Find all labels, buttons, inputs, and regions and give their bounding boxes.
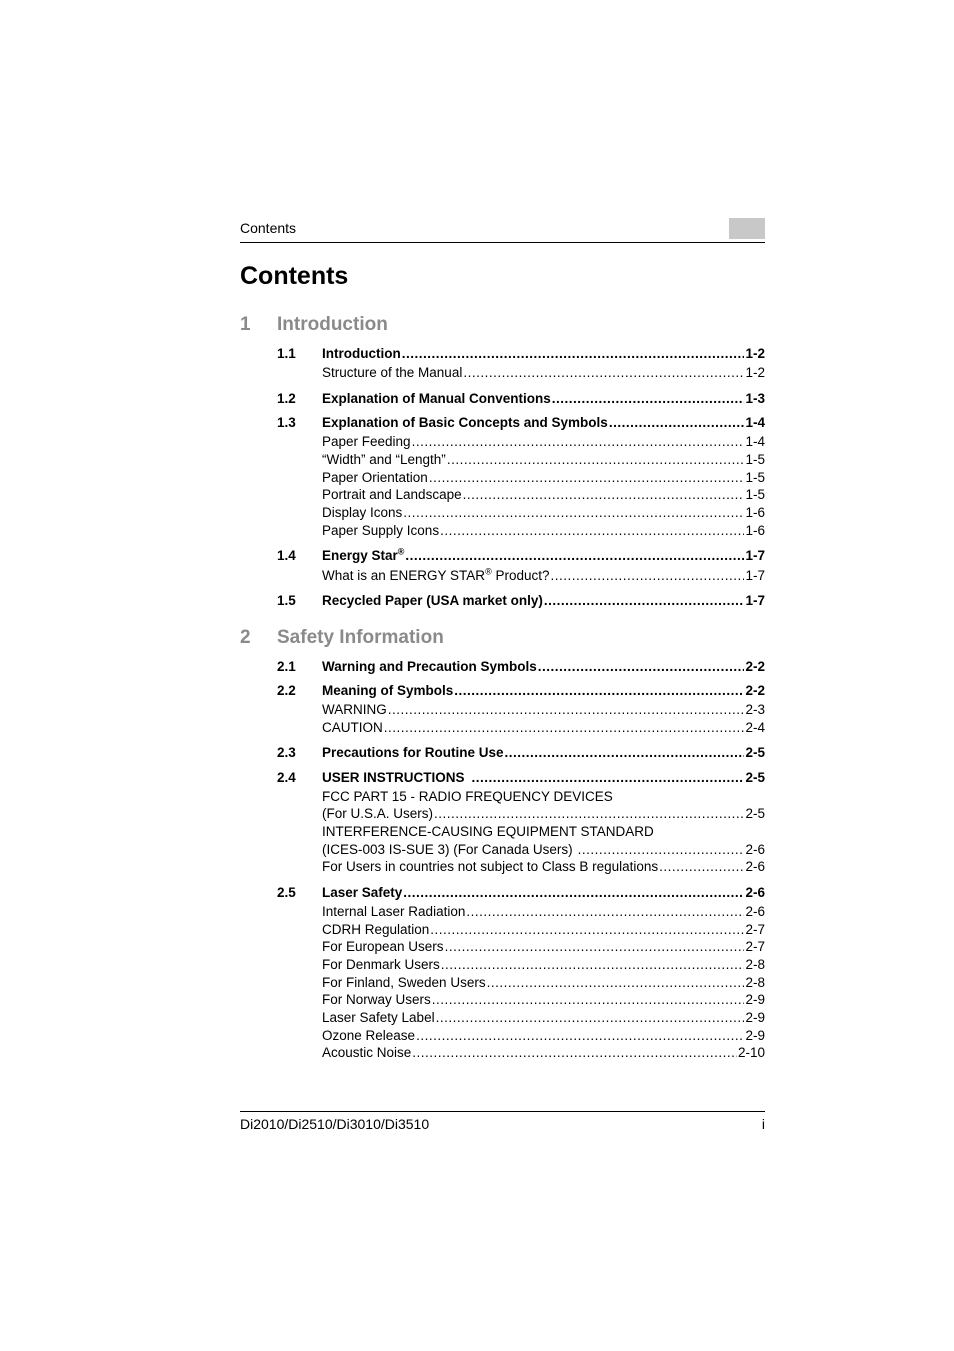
section-title: Warning and Precaution Symbols <box>322 659 537 674</box>
section-number: 1.2 <box>277 391 296 406</box>
section-title <box>322 547 404 565</box>
section-title: Recycled Paper (USA market only) <box>322 593 543 608</box>
page-ref: 1-2 <box>745 365 765 380</box>
section-number: 2.2 <box>277 683 296 698</box>
page-ref: 2-5 <box>745 770 765 785</box>
dot-leader <box>416 1027 744 1045</box>
page-ref: 1-7 <box>745 568 765 583</box>
entry-title: Paper Orientation <box>322 470 428 485</box>
dot-leader <box>440 522 744 540</box>
entry-title: CAUTION <box>322 720 383 735</box>
page-ref: 2-10 <box>737 1045 765 1060</box>
section-number: 2.5 <box>277 885 296 900</box>
section-title: Laser Safety <box>322 885 403 900</box>
entry-title: Internal Laser Radiation <box>322 904 466 919</box>
chapter-title: Safety Information <box>277 627 444 648</box>
dot-leader <box>463 486 745 504</box>
page-ref: 2-8 <box>745 957 765 972</box>
section-number: 1.5 <box>277 593 296 608</box>
toc-entry-european-users[interactable] <box>322 938 765 956</box>
page-ref: 2-6 <box>745 904 765 919</box>
toc-section-1-4[interactable] <box>277 546 765 565</box>
entry-title: Structure of the Manual <box>322 365 463 380</box>
toc-section-1-3[interactable] <box>277 414 765 432</box>
section-number: 2.3 <box>277 745 296 760</box>
section-title: Explanation of Manual Conventions <box>322 391 551 406</box>
entry-title: (For U.S.A. Users) <box>322 806 434 821</box>
toc-entry-fcc-part15-line1[interactable]: FCC PART 15 - RADIO FREQUENCY DEVICES <box>322 789 613 804</box>
dot-leader <box>405 547 744 565</box>
page-ref: 1-7 <box>745 548 765 563</box>
dot-leader <box>544 592 745 610</box>
page-ref: 1-6 <box>745 523 765 538</box>
entry-title: For Finland, Sweden Users <box>322 975 486 990</box>
entry-title: Paper Feeding <box>322 434 411 449</box>
section-number: 2.1 <box>277 659 296 674</box>
toc-entry-laser-safety-label[interactable] <box>322 1009 765 1027</box>
page-ref: 2-6 <box>745 859 765 874</box>
toc-section-2-1[interactable] <box>277 658 765 676</box>
page-title: Contents <box>240 262 349 290</box>
entry-title: Portrait and Landscape <box>322 487 462 502</box>
entry-title: For Denmark Users <box>322 957 440 972</box>
entry-title: Ozone Release <box>322 1028 416 1043</box>
dot-leader <box>466 903 744 921</box>
page-ref: 1-4 <box>745 415 765 430</box>
entry-title: (ICES-003 IS-SUE 3) (For Canada Users) <box>322 842 573 857</box>
toc-entry-width-and-length[interactable] <box>322 451 765 469</box>
entry-title: Laser Safety Label <box>322 1010 435 1025</box>
toc-entry-finland-sweden-users[interactable] <box>322 974 765 992</box>
registered-mark: ® <box>485 566 492 577</box>
dot-leader <box>505 744 745 762</box>
header-tab-marker <box>729 218 765 239</box>
toc-entry-structure-of-manual[interactable] <box>322 364 765 382</box>
toc-entry-paper-supply-icons[interactable] <box>322 522 765 540</box>
toc-section-1-2[interactable] <box>277 390 765 408</box>
chapter-title: Introduction <box>277 314 388 335</box>
dot-leader <box>432 991 745 1009</box>
page-ref: 2-8 <box>745 975 765 990</box>
entry-title: For Users in countries not subject to Class B regulations <box>322 859 659 874</box>
dot-leader <box>429 469 745 487</box>
entry-title-pre: What is an ENERGY STAR <box>322 568 486 583</box>
toc-entry-ices-line1[interactable]: INTERFERENCE-CAUSING EQUIPMENT STANDARD <box>322 824 654 839</box>
page-ref: 2-4 <box>745 720 765 735</box>
entry-title: For Norway Users <box>322 992 431 1007</box>
page-ref: 1-3 <box>745 391 765 406</box>
page-ref: 1-4 <box>745 434 765 449</box>
page-ref: 2-6 <box>745 885 765 900</box>
chapter-number: 1 <box>240 314 251 335</box>
footer-model-name: Di2010/Di2510/Di3010/Di3510 <box>240 1116 430 1132</box>
page-ref: 2-6 <box>745 842 765 857</box>
section-title: Explanation of Basic Concepts and Symbols <box>322 415 608 430</box>
entry-title-post: Product? <box>491 568 550 583</box>
toc-entry-cdrh-regulation[interactable] <box>322 921 765 939</box>
page-ref: 1-2 <box>745 346 765 361</box>
dot-leader <box>552 390 745 408</box>
toc-entry-paper-feeding[interactable] <box>322 433 765 451</box>
page-ref: 2-2 <box>745 683 765 698</box>
running-header <box>240 220 765 243</box>
toc-entry-fcc-part15-line2[interactable] <box>322 805 765 823</box>
toc-entry-caution[interactable] <box>322 719 765 737</box>
footer-page-number: i <box>761 1116 765 1132</box>
toc-entry-what-is-energy-star[interactable] <box>322 567 765 585</box>
entry-title: CDRH Regulation <box>322 922 430 937</box>
dot-leader <box>441 956 745 974</box>
toc-section-2-5[interactable] <box>277 884 765 902</box>
toc-section-1-1[interactable] <box>277 345 765 363</box>
toc-section-2-3[interactable] <box>277 744 765 762</box>
section-title: Meaning of Symbols <box>322 683 454 698</box>
page-ref: 2-5 <box>745 745 765 760</box>
dot-leader <box>412 1044 737 1062</box>
dot-leader <box>659 858 744 876</box>
toc-entry-acoustic-noise[interactable] <box>322 1044 765 1062</box>
page-ref: 2-9 <box>745 1010 765 1025</box>
entry-title: Paper Supply Icons <box>322 523 440 538</box>
toc-section-1-5[interactable] <box>277 592 765 610</box>
running-header-label: Contents <box>240 220 297 236</box>
registered-mark: ® <box>397 546 405 557</box>
page-ref: 2-7 <box>745 922 765 937</box>
entry-title: For European Users <box>322 939 444 954</box>
page-footer <box>240 1111 765 1132</box>
dot-leader <box>403 504 744 522</box>
dot-leader <box>463 364 744 382</box>
dot-leader <box>447 451 745 469</box>
dot-leader <box>578 841 745 859</box>
entry-title: WARNING <box>322 702 387 717</box>
page-ref: 1-6 <box>745 505 765 520</box>
section-number: 1.4 <box>277 548 296 563</box>
dot-leader <box>430 921 744 939</box>
entry-title: Display Icons <box>322 505 403 520</box>
dot-leader <box>388 701 745 719</box>
section-title: USER INSTRUCTIONS <box>322 770 465 785</box>
section-title: Introduction <box>322 346 401 361</box>
toc-entry-denmark-users[interactable] <box>322 956 765 974</box>
dot-leader <box>445 938 745 956</box>
toc-entry-ozone-release[interactable] <box>322 1027 765 1045</box>
toc-entry-paper-orientation[interactable] <box>322 469 765 487</box>
page-ref: 2-7 <box>745 939 765 954</box>
page-ref: 2-9 <box>745 1028 765 1043</box>
section-title-text: Energy Star <box>322 548 398 563</box>
page-ref: 1-7 <box>745 593 765 608</box>
dot-leader <box>434 805 744 823</box>
page-ref: 1-5 <box>745 452 765 467</box>
dot-leader <box>472 769 745 787</box>
dot-leader <box>551 567 745 585</box>
toc-entry-norway-users[interactable] <box>322 991 765 1009</box>
toc-section-2-4[interactable] <box>277 769 765 787</box>
section-number: 2.4 <box>277 770 296 785</box>
dot-leader <box>403 884 744 902</box>
toc-entry-internal-laser-radiation[interactable] <box>322 903 765 921</box>
section-title: Precautions for Routine Use <box>322 745 504 760</box>
dot-leader <box>454 682 744 700</box>
dot-leader <box>609 414 745 432</box>
toc-entry-ices-line2[interactable] <box>322 841 765 859</box>
toc-section-2-2[interactable] <box>277 682 765 700</box>
page-ref: 1-5 <box>745 470 765 485</box>
section-number: 1.1 <box>277 346 296 361</box>
page-ref: 2-3 <box>745 702 765 717</box>
entry-title: “Width” and “Length” <box>322 452 446 467</box>
dot-leader <box>538 658 745 676</box>
section-number: 1.3 <box>277 415 296 430</box>
entry-title: Acoustic Noise <box>322 1045 412 1060</box>
dot-leader <box>402 345 745 363</box>
dot-leader <box>436 1009 745 1027</box>
toc-entry-display-icons[interactable] <box>322 504 765 522</box>
toc-entry-warning[interactable] <box>322 701 765 719</box>
dot-leader <box>412 433 745 451</box>
page-ref: 1-5 <box>745 487 765 502</box>
toc-entry-portrait-and-landscape[interactable] <box>322 486 765 504</box>
dot-leader <box>384 719 745 737</box>
page-ref: 2-5 <box>745 806 765 821</box>
page-ref: 2-9 <box>745 992 765 1007</box>
toc-entry-class-b-regulations[interactable] <box>322 858 765 876</box>
dot-leader <box>487 974 745 992</box>
page-ref: 2-2 <box>745 659 765 674</box>
entry-title <box>322 567 550 585</box>
chapter-number: 2 <box>240 627 251 648</box>
